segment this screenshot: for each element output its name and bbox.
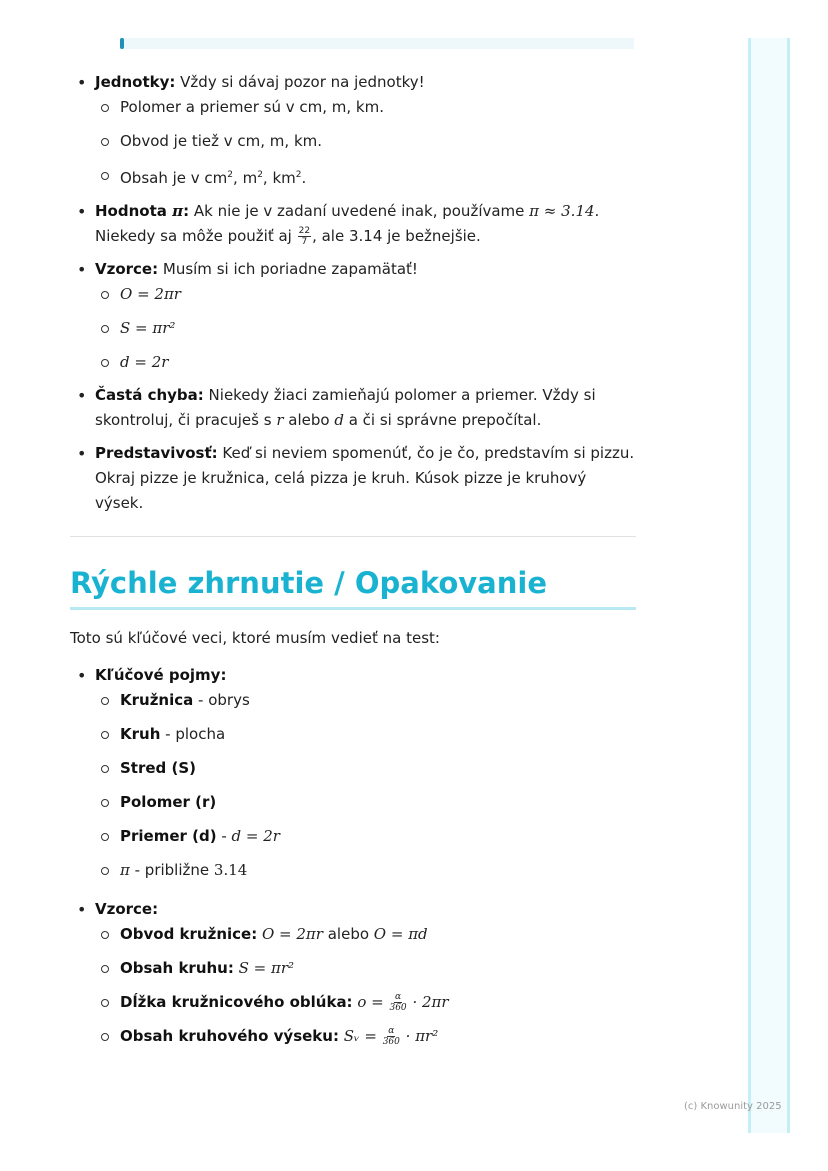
formula-item: O = 2πr (95, 282, 636, 307)
fraction: $\frac{22}{7}$ (298, 226, 311, 247)
tip-label: Jednotky: (95, 73, 176, 91)
tip-units: • Jednotky: Vždy si dávaj pozor na jednotky! Polomer a priemer sú v cm, m, km. Obvod je tiež v cm, m, km. Obsah je v $cm^2$, $m^2$, $km^2$. (70, 70, 636, 191)
concept-item: π - približne 3.14 (95, 858, 636, 883)
formulas-sublist (95, 282, 636, 375)
top-callout-remnant (120, 38, 634, 49)
formula-sector-area: Obsah kruhového výseku: Sᵥ = $\frac{\alpha}{360}$ · πr² (95, 1024, 636, 1049)
section-title: Rýchle zhrnutie / Opakovanie (70, 563, 636, 610)
concept-item: Stred (S) (95, 756, 636, 781)
units-sublist (95, 95, 636, 191)
tip-imagination: • Predstavivosť: Keď si neviem spomenúť, čo je čo, predstavím si pizzu. Okraj pizze je kružnica, celá pizza je kruh. Kúsok pizze je kruhový výsek. (70, 441, 636, 516)
formula-area: Obsah kruhu: S = πr² (95, 956, 636, 981)
tip-common-mistake: • Častá chyba: Niekedy žiaci zamieňajú polomer a priemer. Vždy si skontroluj, či pracuješ s r alebo d a či si správne prepočítal. (70, 383, 636, 433)
side-margin-strip (748, 38, 790, 1133)
page-content (70, 70, 636, 1057)
copyright-footer: (c) Knowunity 2025 (684, 1101, 782, 1112)
callout-accent-mark (120, 38, 124, 49)
list-item: Obvod je tiež v cm, m, km. (95, 129, 636, 154)
summary-formulas-sublist (95, 922, 636, 1049)
section-divider (70, 536, 636, 537)
tips-list (70, 70, 636, 516)
concepts-sublist (95, 688, 636, 883)
list-item: Obsah je v $cm^2$, $m^2$, $km^2$. (95, 163, 636, 191)
fraction: $\frac{\alpha}{360}$ (389, 992, 407, 1013)
concept-item: Kružnica - obrys (95, 688, 636, 713)
concept-item: Polomer (r) (95, 790, 636, 815)
tip-formulas: • Vzorce: Musím si ich poriadne zapamätať! O = 2πr S = πr² d = 2r (70, 257, 636, 375)
section-intro: Toto sú kľúčové veci, ktoré musím vedieť na test: (70, 629, 440, 647)
list-item: Polomer a priemer sú v cm, m, km. (95, 95, 636, 120)
formula-arc-length: Dĺžka kružnicového oblúka: o = $\frac{\alpha}{360}$ · 2πr (95, 990, 636, 1015)
concepts-block: • Kľúčové pojmy: Kružnica - obrys Kruh - plocha Stred (S) Polomer (r) Priemer (d) - d = 2r π - približne 3.14 (70, 663, 636, 883)
formulas-block: • Vzorce: Obvod kružnice: O = 2πr alebo O = πd Obsah kruhu: S = πr² Dĺžka kružnicového oblúka: o = $\frac{\alpha}{360}$ · 2πr Obsah kruhového výseku: Sᵥ = $\frac{\alpha}{360}$ · πr² (70, 897, 636, 1049)
concept-item: Priemer (d) - d = 2r (95, 824, 636, 849)
concept-item: Kruh - plocha (95, 722, 636, 747)
formula-item: S = πr² (95, 316, 636, 341)
formula-item: d = 2r (95, 350, 636, 375)
fraction: $\frac{\alpha}{360}$ (382, 1026, 400, 1047)
formula-circumference: Obvod kružnice: O = 2πr alebo O = πd (95, 922, 636, 947)
summary-list (70, 663, 636, 1049)
tip-pi-value: • Hodnota π: Ak nie je v zadaní uvedené inak, používame π ≈ 3.14. Niekedy sa môže použiť aj $\frac{22}{7}$ , ale 3.14 je bežnejšie. (70, 199, 636, 249)
